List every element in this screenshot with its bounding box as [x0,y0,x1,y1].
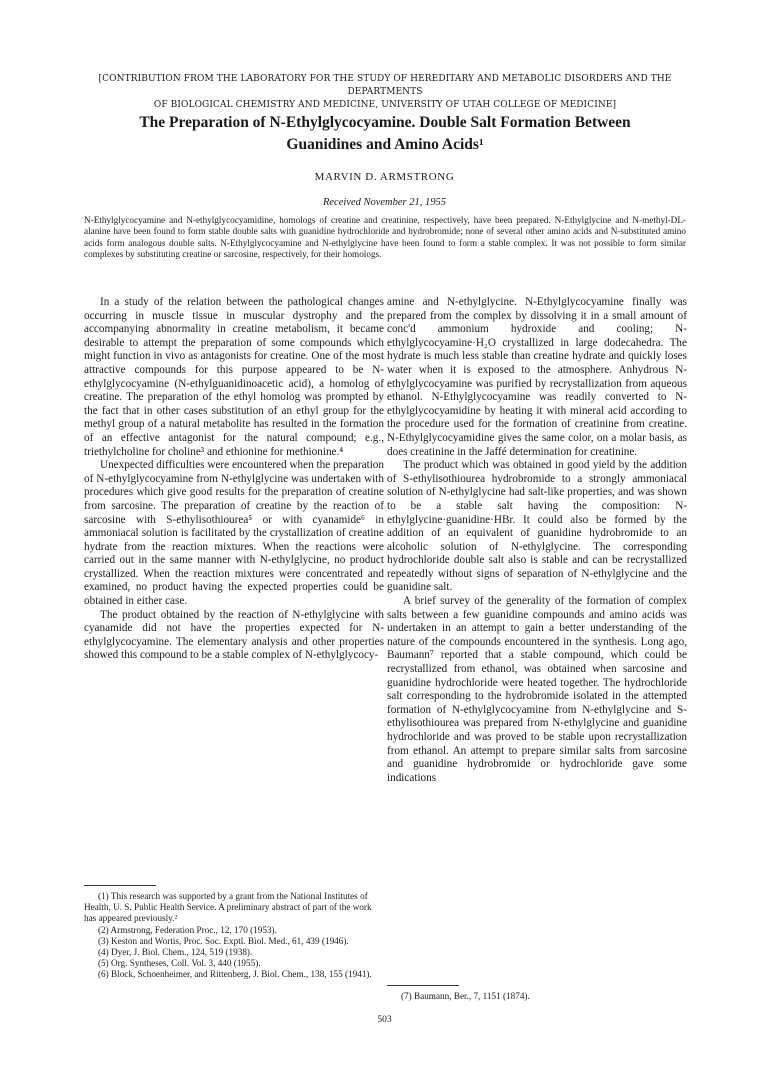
contribution-header [70,73,700,112]
footnote: (2) Armstrong, Federation Proc., 12, 170 (1953). [98,924,277,935]
footnote: (6) Block, Schoenheimer, and Rittenberg, J. Biol. Chem., 138, 155 (1941). [98,969,372,980]
abstract: N-Ethylglycocyamine and N-ethylglycocyamidine, homologs of creatine and creatinine, respectively, have been prepared. N-Ethylglycine and N-methyl-DL-alanine have been found to form stable double salts with guanidine hydrochloride and hydrobromide; none of several other amino acids and N-substituted amino acids form analogous double salts. N-Ethylglycocyamine and N-ethylglycine have been found to form a stable complex. It was not possible to form similar complexes by substituting creatine or sarcosine, respectively, for their homologs. [84,215,686,259]
contribution-line-2: OF BIOLOGICAL CHEMISTRY AND MEDICINE, UNIVERSITY OF UTAH COLLEGE OF MEDICINE] [153,100,617,110]
contribution-line-1: [CONTRIBUTION FROM THE LABORATORY FOR THE STUDY OF HEREDITARY AND METABOLIC DISORDERS AND THE DEPARTMENTS [98,74,672,97]
footnotes-left [84,891,384,981]
body-paragraph: The product which was obtained in good yield by the addition of S-ethylisothiourea hydrobromide to a strongly ammoniacal solution of N-ethylglycine had salt-like properties, and was shown to be a stable salt having the composition: N-ethylglycine·guanidine·HBr. It could also be formed by the addition of an equivalent of guanidine hydrobromide to an alcoholic solution of N-ethylglycine. The corresponding hydrochloride double salt also is stable and can be recrystallized repeatedly without signs of separation of N-ethylglycine and the guanidine salt. [387,459,687,594]
article-title [60,112,710,156]
title-line-1: The Preparation of N-Ethylglycocyamine. Double Salt Formation Between [139,114,631,131]
footnotes-right [387,991,687,1002]
body-paragraph: A brief survey of the generality of the formation of complex salts between a few guanidine compounds and amino acids was undertaken in an attempt to gain a better understanding of the nature of the compounds encountered in the synthesis. Long ago, Baumann⁷ reported that a stable compound, which could be recrystallized from ethanol, was obtained when sarcosine and guanidine hydrochloride were heated together. The hydrochloride salt corresponding to the hydrobromide isolated in the attempted formation of N-ethylglycocyamine from N-ethylglycine and S-ethylisothiourea was prepared from N-ethylglycine and guanidine hydrochloride and was proved to be stable upon recrystallization from ethanol. An attempt to prepare similar salts from sarcosine and guanidine hydrobromide or hydrochloride gave some indications [387,595,687,784]
footnote: (7) Baumann, Ber., 7, 1151 (1874). [401,991,530,1001]
page-number: 503 [377,1015,392,1025]
author-name: MARVIN D. ARMSTRONG [314,171,455,183]
title-line-2: Guanidines and Amino Acids¹ [286,136,484,153]
body-paragraph: The product obtained by the reaction of N-ethylglycine with cyanamide did not have the properties expected for N-ethylglycocyamine. The elementary analysis and other properties showed this compound to be a stable complex of N-ethylglycocy- [84,608,384,662]
footnote: (1) This research was supported by a grant from the National Institutes of Health, U. S. Public Health Service. A preliminary abstract of part of the work has appeared previously.² [84,891,372,924]
body-column-right [387,296,687,785]
footnote-divider-right [387,985,459,986]
footnote: (3) Keston and Wortis, Proc. Soc. Exptl. Biol. Med., 61, 439 (1946). [98,935,349,946]
footnote-divider-left [84,885,156,886]
footnote: (5) Org. Syntheses, Coll. Vol. 3, 440 (1955). [98,958,261,969]
body-paragraph: amine and N-ethylglycine. N-Ethylglycocyamine finally was prepared from the complex by dissolving it in a small amount of conc'd ammonium hydroxide and cooling; N-ethylglycocyamine·H₂O crystallized in large dodecahedra. The hydrate is much less stable than creatine hydrate and quickly loses water when it is exposed to the atmosphere. Anhydrous N-ethylglycocyamine was purified by recrystallization from aqueous ethanol. N-Ethylglycocyamine was readily converted to N-ethylglycocyamidine by heating it with mineral acid according to the procedure used for the formation of creatinine from creatine. N-Ethylglycocyamidine gives the same color, on a molar basis, as does creatinine in the Jaffé determination for creatinine. [387,296,687,458]
footnote: (4) Dyer, J. Biol. Chem., 124, 519 (1938). [98,947,253,958]
received-date: Received November 21, 1955 [322,197,447,208]
body-column-left [84,296,384,663]
body-paragraph: Unexpected difficulties were encountered when the preparation of N-ethylglycocyamine from N-ethylglycine was undertaken with procedures which give good results for the preparation of creatine from sarcosine. The preparation of creatine by the reaction of sarcosine with S-ethylisothiourea⁵ or with cyanamide⁶ in ammoniacal solution is facilitated by the crystallization of creatine hydrate from the reaction mixtures. When the reactions were carried out in the same manner with N-ethylglycine, no product crystallized. When the reaction mixtures were concentrated and examined, no product having the expected properties could be obtained in either case. [84,459,384,608]
body-paragraph: In a study of the relation between the pathological changes occurring in muscle tissue in muscular dystrophy and the accompanying abnormality in creatine metabolism, it became desirable to attempt the preparation of some compounds which might function in vivo as antagonists for creatine. One of the most attractive compounds for this purpose appeared to be N-ethylglycocyamine (N-ethylguanidinoacetic acid), a homolog of creatine. The preparation of the ethyl homolog was prompted by the fact that in other cases substitution of an ethyl group for the methyl group of a natural metabolite has resulted in the formation of an effective antagonist for the natural compound; e.g., triethylcholine for choline³ and ethionine for methionine.⁴ [84,296,384,458]
